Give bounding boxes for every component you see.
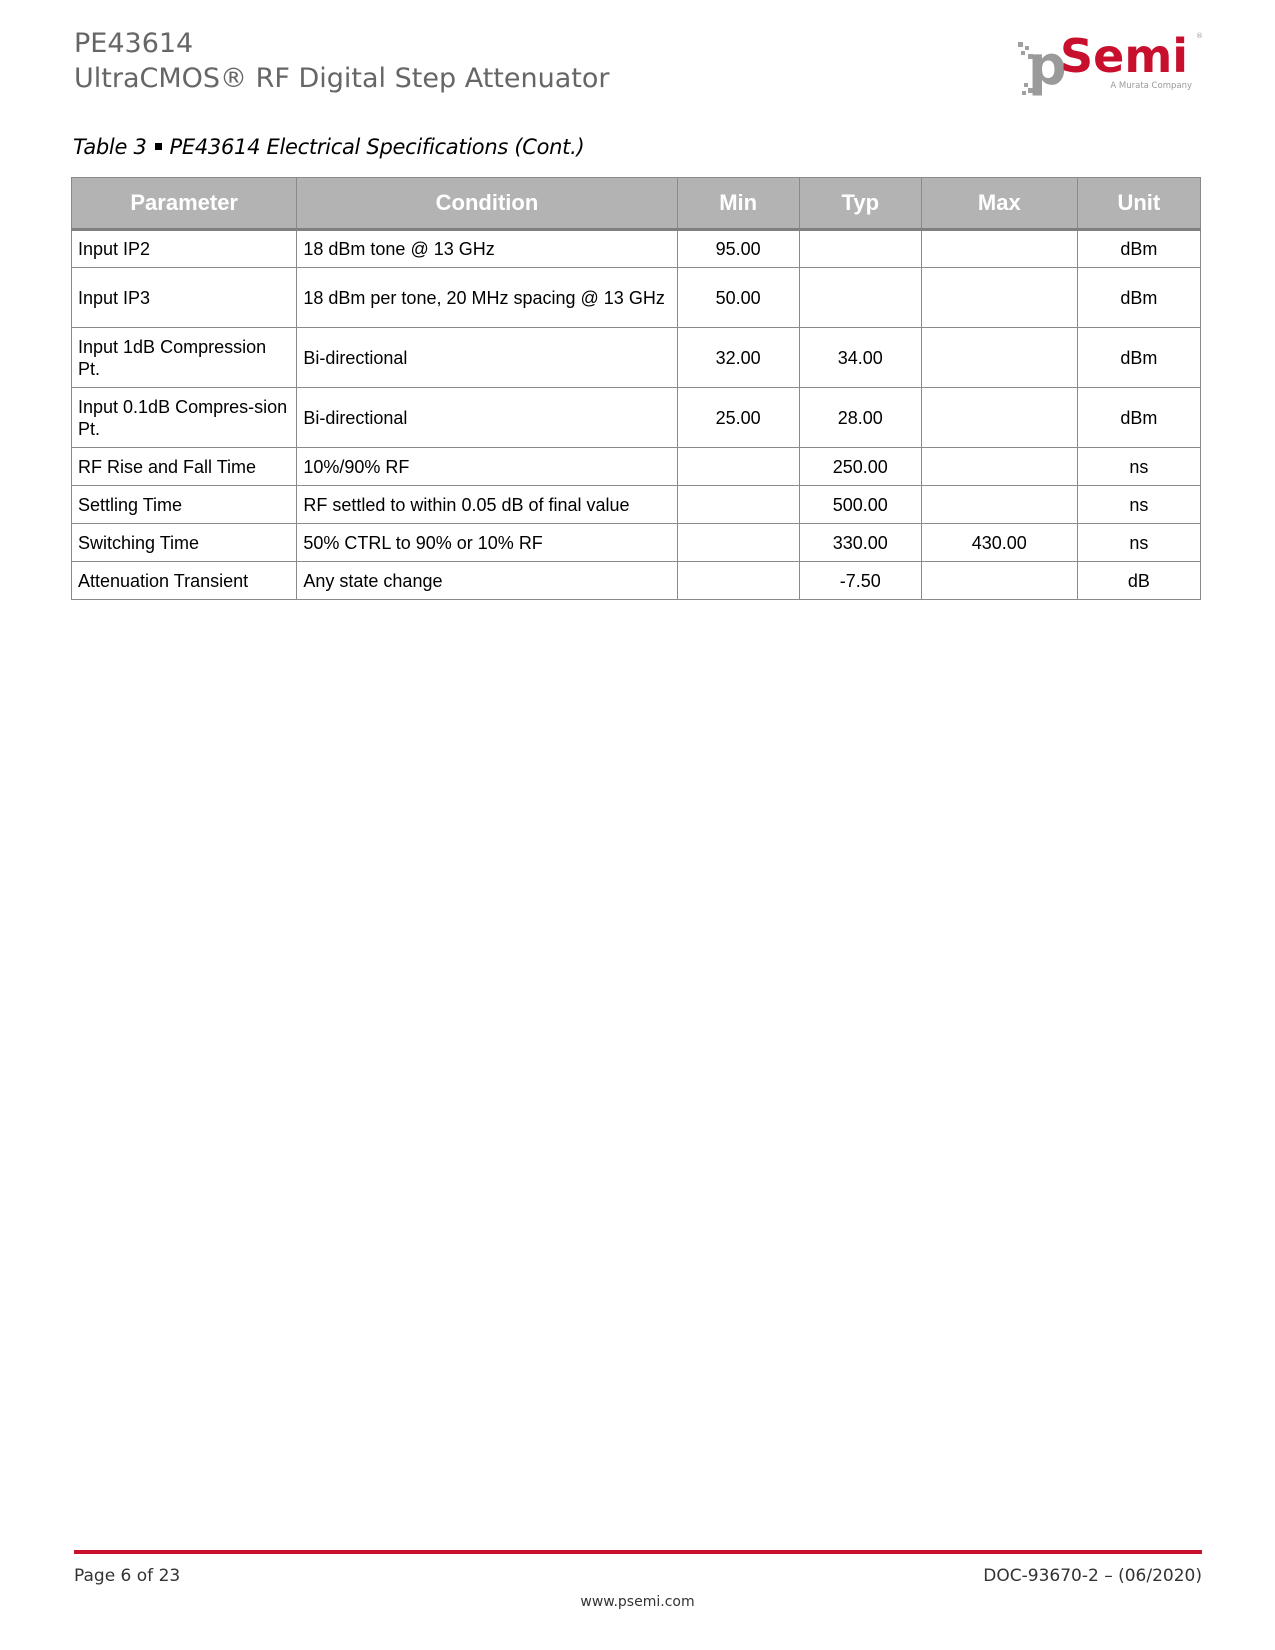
- cell-max: 430.00: [921, 524, 1077, 562]
- column-header-max: Max: [921, 178, 1077, 230]
- document-number: DOC-93670-2 – (06/2020): [983, 1566, 1202, 1586]
- cell-max: [921, 328, 1077, 388]
- product-subtitle: UltraCMOS® RF Digital Step Attenuator: [74, 63, 610, 94]
- table-header-row: [72, 178, 1201, 230]
- cell-unit: dBm: [1077, 388, 1200, 448]
- cell-max: [921, 230, 1077, 268]
- cell-parameter: Attenuation Transient: [72, 562, 297, 600]
- cell-unit: ns: [1077, 486, 1200, 524]
- table-caption-title: PE43614 Electrical Specifications (Cont.): [169, 135, 585, 159]
- cell-unit: dBm: [1077, 328, 1200, 388]
- page-number: Page 6 of 23: [74, 1566, 181, 1586]
- cell-parameter: Settling Time: [72, 486, 297, 524]
- cell-condition: 50% CTRL to 90% or 10% RF: [297, 524, 677, 562]
- column-header-parameter: Parameter: [72, 178, 297, 230]
- product-number: PE43614: [74, 28, 194, 59]
- cell-condition: Any state change: [297, 562, 677, 600]
- psemi-logo: [1016, 28, 1206, 100]
- cell-parameter: Input IP2: [72, 230, 297, 268]
- cell-parameter: Input 1dB Compression Pt.: [72, 328, 297, 388]
- cell-unit: dBm: [1077, 268, 1200, 328]
- cell-condition: RF settled to within 0.05 dB of final value: [297, 486, 677, 524]
- website-link[interactable]: www.psemi.com: [580, 1594, 695, 1610]
- table-row: [72, 388, 1201, 448]
- table-row: [72, 268, 1201, 328]
- cell-min: 32.00: [677, 328, 799, 388]
- cell-unit: dB: [1077, 562, 1200, 600]
- column-header-min: Min: [677, 178, 799, 230]
- cell-parameter: RF Rise and Fall Time: [72, 448, 297, 486]
- cell-typ: -7.50: [799, 562, 921, 600]
- cell-condition: 18 dBm tone @ 13 GHz: [297, 230, 677, 268]
- cell-typ: [799, 230, 921, 268]
- logo-tagline: A Murata Company: [1110, 81, 1192, 91]
- table-row: [72, 524, 1201, 562]
- electrical-specifications-table: [71, 177, 1201, 600]
- table-caption-prefix: Table 3: [73, 135, 147, 159]
- svg-text:®: ®: [1196, 32, 1203, 40]
- table-row: [72, 230, 1201, 268]
- cell-parameter: Input IP3: [72, 268, 297, 328]
- footer-divider: [74, 1550, 1202, 1554]
- table-row: [72, 448, 1201, 486]
- cell-condition: 10%/90% RF: [297, 448, 677, 486]
- cell-typ: 34.00: [799, 328, 921, 388]
- cell-max: [921, 268, 1077, 328]
- svg-text:Semi: Semi: [1060, 29, 1189, 83]
- cell-max: [921, 562, 1077, 600]
- cell-max: [921, 486, 1077, 524]
- cell-condition: Bi-directional: [297, 388, 677, 448]
- cell-min: 25.00: [677, 388, 799, 448]
- table-row: [72, 562, 1201, 600]
- cell-min: [677, 486, 799, 524]
- svg-text:p: p: [1028, 34, 1067, 97]
- cell-condition: Bi-directional: [297, 328, 677, 388]
- cell-parameter: Switching Time: [72, 524, 297, 562]
- cell-max: [921, 388, 1077, 448]
- cell-min: 95.00: [677, 230, 799, 268]
- cell-unit: dBm: [1077, 230, 1200, 268]
- cell-min: 50.00: [677, 268, 799, 328]
- cell-unit: ns: [1077, 448, 1200, 486]
- column-header-unit: Unit: [1077, 178, 1200, 230]
- table-caption: [73, 135, 584, 159]
- cell-min: [677, 448, 799, 486]
- cell-typ: [799, 268, 921, 328]
- table-row: [72, 486, 1201, 524]
- cell-typ: 330.00: [799, 524, 921, 562]
- cell-unit: ns: [1077, 524, 1200, 562]
- table-row: [72, 328, 1201, 388]
- cell-min: [677, 562, 799, 600]
- cell-typ: 500.00: [799, 486, 921, 524]
- caption-bullet-icon: [155, 143, 162, 150]
- cell-typ: 250.00: [799, 448, 921, 486]
- cell-typ: 28.00: [799, 388, 921, 448]
- cell-min: [677, 524, 799, 562]
- column-header-typ: Typ: [799, 178, 921, 230]
- column-header-condition: Condition: [297, 178, 677, 230]
- cell-condition: 18 dBm per tone, 20 MHz spacing @ 13 GHz: [297, 268, 677, 328]
- cell-parameter: Input 0.1dB Compres-sion Pt.: [72, 388, 297, 448]
- cell-max: [921, 448, 1077, 486]
